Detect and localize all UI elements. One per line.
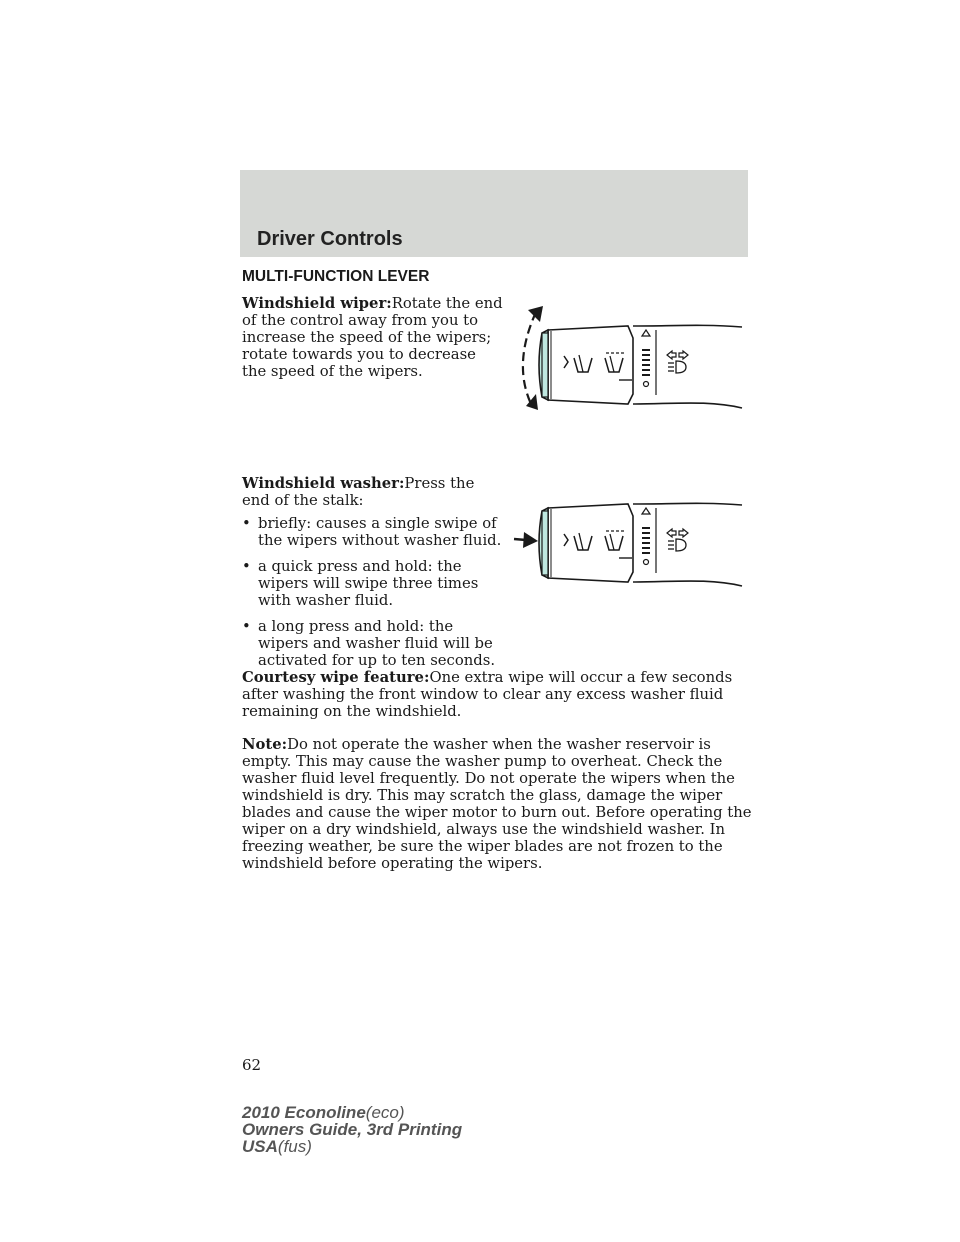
washer-text: Press the end of the stalk: <box>242 475 475 509</box>
footer-market-code: (fus) <box>277 1137 312 1156</box>
note-label: Note: <box>242 736 288 753</box>
list-item: • a long press and hold: the wipers and washer fluid will be activated for up to ten seconds. <box>242 618 504 669</box>
washer-press-illustration <box>508 476 758 590</box>
wiper-rotate-illustration <box>508 300 758 410</box>
page-number: 62 <box>242 1056 262 1074</box>
washer-label: Windshield washer: <box>242 475 405 492</box>
page-header-title: Driver Controls <box>257 228 403 250</box>
footer-model-code: (eco) <box>365 1103 405 1122</box>
courtesy-text: One extra wipe will occur a few seconds after washing the front window to clear any excess washer fluid remaining on the windshield. <box>242 669 733 720</box>
washer-bullet-list <box>242 515 504 678</box>
note-text: Do not operate the washer when the washer reservoir is empty. This may cause the washer pump to overheat. Check the washer fluid level frequently. Do not operate the wipers when the windshield is dry. This may scratch the glass, damage the wiper blades and cause the wiper motor to burn out. Before operating the wiper on a dry windshield, always use the windshield washer. In freezing weather, be sure the wiper blades are not frozen to the windshield before operating the wipers. <box>242 736 752 872</box>
list-item: • briefly: causes a single swipe of the wipers without washer fluid. <box>242 515 504 549</box>
footer <box>242 1104 462 1155</box>
note-paragraph <box>242 736 758 872</box>
list-item: • a quick press and hold: the wipers will swipe three times with washer fluid. <box>242 558 504 609</box>
wiper-label: Windshield wiper: <box>242 295 392 312</box>
header-band <box>240 170 748 257</box>
footer-market: USA <box>242 1137 278 1156</box>
footer-model: 2010 Econoline <box>242 1103 366 1122</box>
wiper-paragraph <box>242 295 504 380</box>
washer-paragraph <box>242 475 504 509</box>
courtesy-label: Courtesy wipe feature: <box>242 669 430 686</box>
section-title: MULTI-FUNCTION LEVER <box>242 268 430 285</box>
wiper-text: Rotate the end of the control away from you to increase the speed of the wipers; rotate towards you to decrease the speed of the wipers. <box>242 295 503 380</box>
courtesy-paragraph <box>242 669 758 720</box>
footer-edition: Owners Guide, 3rd Printing <box>242 1120 463 1139</box>
